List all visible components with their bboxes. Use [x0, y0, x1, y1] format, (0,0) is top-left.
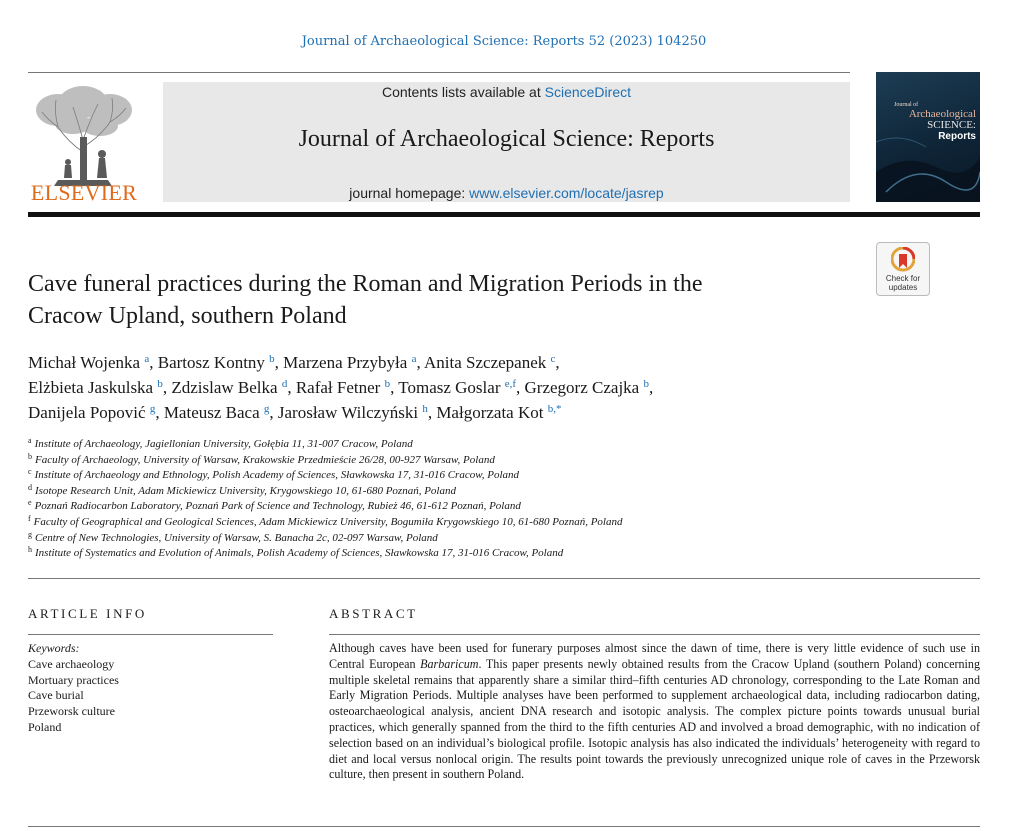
affiliation-item: [28, 531, 928, 547]
author-name[interactable]: Zdzislaw Belka: [171, 378, 278, 397]
cover-title-line3: Reports: [938, 131, 976, 142]
author-separator: ,: [427, 403, 437, 422]
cover-small-text: Journal of: [894, 102, 919, 108]
affiliation-list: [28, 437, 928, 562]
contents-prefix: Contents lists available at: [381, 84, 545, 100]
check-updates-line2: updates: [888, 283, 918, 292]
affiliation-key: e: [28, 498, 32, 508]
affiliation-text: Centre of New Technologies, University of Warsaw, S. Banacha 2c, 02-097 Warsaw, Poland: [35, 531, 438, 544]
author-affiliation-ref[interactable]: a: [144, 353, 150, 365]
author-separator: ,: [416, 353, 425, 372]
journal-cover-image[interactable]: [876, 72, 980, 202]
author-name[interactable]: Bartosz Kontny: [157, 353, 265, 372]
masthead-rule: [28, 212, 980, 217]
section-divider: [28, 578, 980, 579]
affiliation-item: [28, 546, 928, 562]
affiliation-text: Institute of Archaeology and Ethnology, Polish Academy of Sciences, Sławkowska 17, 31-016 Cracow, Poland: [34, 469, 520, 482]
author-name[interactable]: Elżbieta Jaskulska: [28, 378, 154, 397]
journal-title: Journal of Archaeological Science: Reports: [298, 126, 715, 152]
article-title-line1: Cave funeral practices during the Roman and Migration Periods in the: [28, 271, 703, 297]
check-updates-label: [877, 274, 929, 292]
abstract-heading: ABSTRACT: [329, 606, 418, 621]
abstract-part1: Although caves have been used for funerary purposes almost since the dawn of time, there is very little evidence of such use in Central European: [329, 641, 980, 671]
author-separator: ,: [648, 378, 654, 397]
contents-line: [163, 84, 850, 100]
author-separator: ,: [269, 403, 278, 422]
check-for-updates-button[interactable]: [876, 242, 930, 296]
keyword-item[interactable]: Przeworsk culture: [28, 704, 115, 719]
author-affiliation-ref[interactable]: e,f: [504, 378, 517, 390]
author-name[interactable]: Jarosław Wilczyński: [277, 403, 419, 422]
affiliation-text: Isotope Research Unit, Adam Mickiewicz University, Krygowskiego 10, 61-680 Poznań, Poland: [35, 484, 456, 497]
abstract-rule: [329, 634, 980, 635]
author-affiliation-ref[interactable]: a: [411, 353, 417, 365]
author-affiliation-ref[interactable]: b: [384, 378, 391, 390]
affiliation-key: g: [28, 529, 32, 539]
author-name[interactable]: Tomasz Goslar: [398, 378, 501, 397]
check-updates-line1: Check for: [885, 274, 921, 283]
cover-title-line1: Archaeological: [908, 108, 976, 120]
affiliation-item: [28, 453, 928, 469]
keyword-item[interactable]: Cave archaeology: [28, 656, 115, 671]
cover-title-line2: SCIENCE:: [927, 119, 976, 131]
author-name[interactable]: Małgorzata Kot: [436, 403, 544, 422]
author-line: [28, 400, 928, 425]
affiliation-text: Institute of Archaeology, Jagiellonian University, Gołębia 11, 31-007 Cracow, Poland: [34, 438, 413, 450]
author-name[interactable]: Danijela Popović: [28, 403, 146, 422]
abstract-part2: . This paper presents newly obtained results from the Cracow Upland (southern Poland) concerning multiple skeletal remains that apparently share a similar third–fifth centuries AD chronology, corresponding to the Late Roman and Early Migration Periods. Multiple analyses have been performed to supplement archaeological data, including radiocarbon dating, osteoarchaeological analysis, ancient DNA research and isotopic analysis. The complex picture points towards unusual burial practices, which generally spanned from the third to the fifth centuries AD and involved a broad demographic, with no indication of selection based on an individual’s biological profile. Isotopic analysis has also indicated the individuals’ heterogeneity with regard to diet and local versus nonlocal origin. The results point towards the previously unrecognized unique role of caves in the Przeworsk culture, then present in southern Poland.: [329, 656, 981, 782]
author-separator: ,: [516, 378, 525, 397]
affiliation-text: Poznań Radiocarbon Laboratory, Poznań Park of Science and Technology, Rubież 46, 61-612 Poznań, Poland: [34, 500, 521, 513]
header-rule: [28, 72, 850, 73]
cover-title: [880, 109, 976, 142]
affiliation-item: [28, 437, 928, 453]
author-name[interactable]: Marzena Przybyła: [283, 353, 408, 372]
affiliation-item: [28, 468, 928, 484]
affiliation-key: c: [28, 467, 32, 477]
journal-masthead: [163, 82, 850, 202]
affiliation-item: [28, 484, 928, 500]
author-name[interactable]: Anita Szczepanek: [424, 353, 547, 372]
keyword-item[interactable]: Cave burial: [28, 688, 84, 703]
author-affiliation-ref[interactable]: g: [149, 403, 156, 415]
article-title: [28, 268, 848, 332]
author-separator: ,: [149, 353, 158, 372]
author-name[interactable]: Mateusz Baca: [163, 403, 260, 422]
bottom-rule: [28, 826, 980, 827]
affiliation-key: f: [28, 513, 31, 523]
keywords-block: [28, 641, 273, 736]
homepage-line: [163, 185, 850, 201]
author-separator: ,: [155, 403, 164, 422]
author-affiliation-ref[interactable]: b: [643, 378, 649, 390]
affiliation-key: h: [28, 545, 32, 555]
affiliation-item: [28, 515, 928, 531]
keyword-item[interactable]: Poland: [28, 719, 62, 734]
author-separator: ,: [555, 353, 560, 372]
abstract-italic-term: Barbaricum: [420, 656, 479, 671]
author-list: [28, 350, 928, 425]
keyword-item[interactable]: Mortuary practices: [28, 672, 119, 687]
author-line: [28, 350, 928, 375]
article-info-rule: [28, 634, 273, 635]
author-separator: ,: [162, 378, 172, 397]
affiliation-key: b: [28, 451, 32, 461]
affiliation-text: Faculty of Geographical and Geological Sciences, Adam Mickiewicz University, Bogumiła Krygowskiego 10, 61-680 Poznań, Poland: [33, 515, 623, 528]
abstract-text: [329, 641, 980, 783]
author-name[interactable]: Grzegorz Czajka: [524, 378, 640, 397]
article-title-line2: Cracow Upland, southern Poland: [28, 303, 347, 329]
journal-citation[interactable]: Journal of Archaeological Science: Reports 52 (2023) 104250: [301, 34, 707, 49]
affiliation-key: a: [28, 436, 32, 445]
author-name[interactable]: Rafał Fetner: [295, 378, 381, 397]
author-separator: ,: [390, 378, 399, 397]
author-name[interactable]: Michał Wojenka: [28, 353, 141, 372]
check-updates-icon: [891, 247, 915, 273]
author-affiliation-ref[interactable]: h: [422, 403, 428, 415]
author-line: [28, 375, 928, 400]
author-affiliation-ref[interactable]: b: [157, 378, 163, 390]
author-affiliation-ref[interactable]: d: [281, 378, 288, 390]
sciencedirect-link[interactable]: ScienceDirect: [544, 84, 631, 100]
author-separator: ,: [287, 378, 296, 397]
affiliation-text: Institute of Systematics and Evolution of Animals, Polish Academy of Sciences, Sławkowska 17, 31-016 Cracow, Poland: [35, 547, 564, 560]
journal-homepage-link[interactable]: www.elsevier.com/locate/jasrep: [469, 185, 664, 201]
affiliation-item: [28, 499, 928, 515]
author-affiliation-ref[interactable]: c: [550, 353, 556, 365]
affiliation-text: Faculty of Archaeology, University of Warsaw, Krakowskie Przedmieście 26/28, 00-927 Warsaw, Poland: [35, 453, 495, 466]
homepage-prefix: journal homepage:: [349, 185, 470, 201]
article-info-heading: ARTICLE INFO: [28, 606, 147, 621]
author-separator: ,: [274, 353, 284, 372]
author-affiliation-ref[interactable]: b,*: [547, 403, 562, 415]
elsevier-wordmark[interactable]: ELSEVIER: [30, 180, 138, 205]
author-affiliation-ref[interactable]: b: [269, 353, 275, 365]
affiliation-key: d: [28, 482, 32, 492]
author-affiliation-ref[interactable]: g: [263, 403, 270, 415]
keywords-label: Keywords:: [28, 641, 80, 655]
